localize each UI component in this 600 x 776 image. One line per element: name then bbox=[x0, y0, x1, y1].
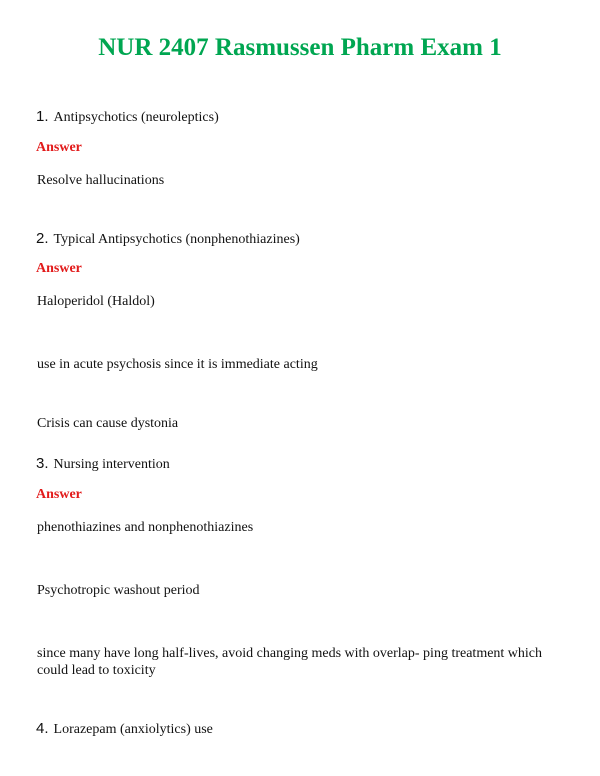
answer-text: Haloperidol (Haldol) bbox=[37, 294, 155, 309]
answer-text: Crisis can cause dystonia bbox=[37, 416, 179, 431]
question-text: Typical Antipsychotics (nonphenothiazines) bbox=[53, 232, 300, 247]
question-3 bbox=[36, 455, 170, 473]
question-1 bbox=[36, 108, 219, 126]
question-number: 2. bbox=[36, 230, 49, 247]
question-text: Antipsychotics (neuroleptics) bbox=[53, 110, 219, 125]
question-number: 1. bbox=[36, 108, 49, 125]
question-4 bbox=[36, 720, 213, 738]
question-number: 3. bbox=[36, 455, 49, 472]
question-text: Nursing intervention bbox=[53, 457, 170, 472]
answer-label: Answer bbox=[36, 140, 82, 155]
answer-text: Psychotropic washout period bbox=[37, 583, 200, 598]
question-number: 4. bbox=[36, 720, 49, 737]
document-title: NUR 2407 Rasmussen Pharm Exam 1 bbox=[98, 34, 502, 61]
answer-label: Answer bbox=[36, 261, 82, 276]
question-text: Lorazepam (anxiolytics) use bbox=[53, 722, 213, 737]
answer-text: use in acute psychosis since it is immediate acting bbox=[37, 357, 318, 372]
answer-text: phenothiazines and nonphenothiazines bbox=[37, 520, 254, 535]
question-2 bbox=[36, 230, 300, 248]
answer-label: Answer bbox=[36, 487, 82, 502]
answer-text: Resolve hallucinations bbox=[37, 173, 165, 188]
answer-text: since many have long half-lives, avoid changing meds with overlap- ping treatment which could lead to toxicity bbox=[37, 646, 543, 678]
